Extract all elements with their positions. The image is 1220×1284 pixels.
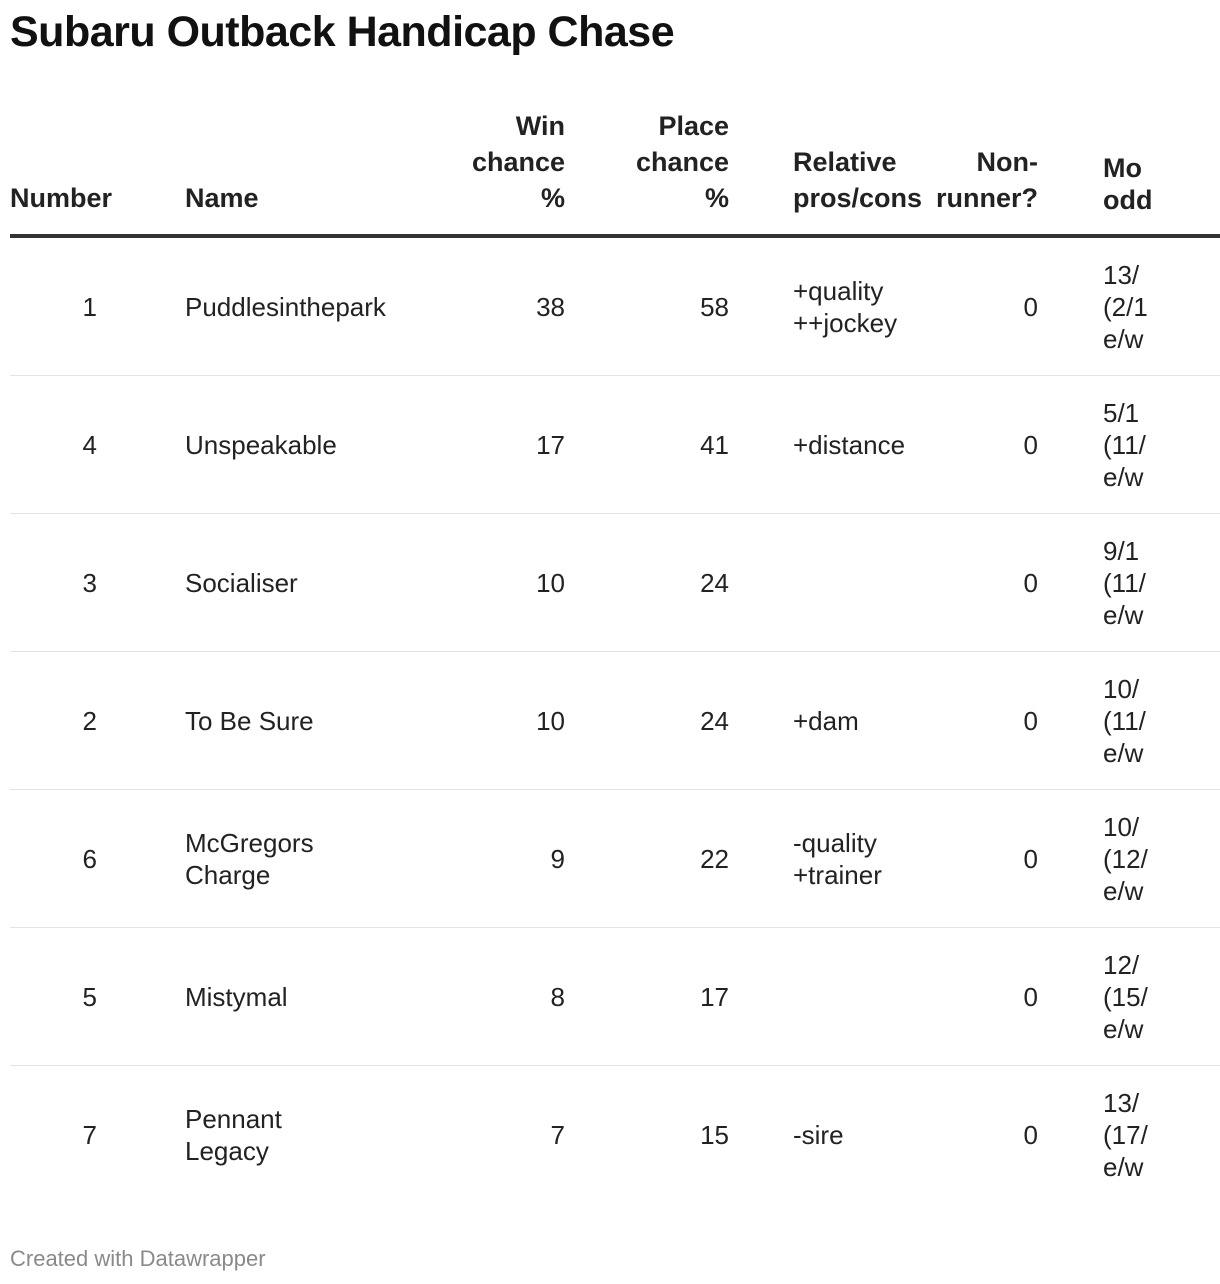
page-title: Subaru Outback Handicap Chase xyxy=(10,8,675,56)
column-header-number[interactable]: Number xyxy=(10,108,140,236)
cell-number: 5 xyxy=(10,928,140,1066)
table-row xyxy=(10,652,1220,790)
cell-number: 4 xyxy=(10,376,140,514)
cell-name: Unspeakable xyxy=(140,376,370,514)
cell-relative-pros-cons: +quality ++jockey xyxy=(729,236,919,376)
table-row xyxy=(10,1066,1220,1204)
cell-odds: 9/1 (11/ e/w xyxy=(1038,514,1220,652)
cell-non-runner: 0 xyxy=(919,790,1038,928)
cell-name: Pennant Legacy xyxy=(185,1103,282,1166)
cell-odds: 12/ (15/ e/w xyxy=(1038,928,1220,1066)
cell-win-chance: 7 xyxy=(550,1119,565,1150)
cell-name: Socialiser xyxy=(140,514,370,652)
cell-non-runner: 0 xyxy=(919,514,1038,652)
table-row xyxy=(10,514,1220,652)
cell-place-chance: 58 xyxy=(565,236,729,376)
cell-odds: 13/ (17/ e/w xyxy=(1103,1087,1148,1182)
cell-number: 3 xyxy=(10,514,140,652)
table-body xyxy=(10,236,1220,1203)
cell-win-chance: 8 xyxy=(370,928,565,1066)
table-row xyxy=(10,928,1220,1066)
cell-win-chance: 10 xyxy=(370,652,565,790)
cell-name: McGregors Charge xyxy=(140,790,370,928)
cell-name: Mistymal xyxy=(140,928,370,1066)
cell-name: To Be Sure xyxy=(140,652,370,790)
cell-number: 6 xyxy=(10,790,140,928)
table-header-row xyxy=(10,108,1220,236)
cell-non-runner: 0 xyxy=(919,652,1038,790)
cell-place-chance: 24 xyxy=(565,514,729,652)
race-table-container xyxy=(10,108,1220,1203)
cell-place-chance: 24 xyxy=(565,652,729,790)
table-row xyxy=(10,790,1220,928)
cell-name: Puddlesinthepark xyxy=(140,236,370,376)
cell-relative-pros-cons xyxy=(729,514,919,652)
cell-place-chance: 22 xyxy=(565,790,729,928)
race-table xyxy=(10,108,1220,1203)
cell-non-runner: 0 xyxy=(919,236,1038,376)
cell-relative-pros-cons: -quality +trainer xyxy=(729,790,919,928)
column-header-relative-pros-cons[interactable]: Relative pros/cons xyxy=(729,108,919,236)
cell-win-chance: 10 xyxy=(370,514,565,652)
cell-place-chance: 17 xyxy=(565,928,729,1066)
cell-odds: 5/1 (11/ e/w xyxy=(1038,376,1220,514)
cell-odds: 10/ (11/ e/w xyxy=(1038,652,1220,790)
cell-non-runner: 0 xyxy=(919,928,1038,1066)
cell-odds: 10/ (12/ e/w xyxy=(1038,790,1220,928)
column-header-place-chance[interactable]: Place chance % xyxy=(565,108,729,236)
column-header-name[interactable]: Name xyxy=(140,108,370,236)
column-header-odds[interactable]: Mo odd xyxy=(1038,108,1220,236)
cell-place-chance: 15 xyxy=(700,1119,729,1150)
cell-non-runner: 0 xyxy=(919,376,1038,514)
column-header-non-runner[interactable]: Non-runner? xyxy=(919,108,1038,236)
cell-relative-pros-cons: +distance xyxy=(729,376,919,514)
cell-place-chance: 41 xyxy=(565,376,729,514)
cell-number: 2 xyxy=(10,652,140,790)
cell-relative-pros-cons: -sire xyxy=(793,1119,844,1150)
table-row xyxy=(10,236,1220,376)
footer-credit[interactable]: Created with Datawrapper xyxy=(10,1246,266,1271)
cell-number: 7 xyxy=(82,1119,97,1150)
cell-relative-pros-cons: +dam xyxy=(729,652,919,790)
cell-relative-pros-cons xyxy=(729,928,919,1066)
cell-win-chance: 9 xyxy=(370,790,565,928)
cell-number: 1 xyxy=(10,236,140,376)
cell-win-chance: 17 xyxy=(370,376,565,514)
table-row xyxy=(10,376,1220,514)
column-header-win-chance[interactable]: Win chance % xyxy=(370,108,565,236)
cell-odds: 13/ (2/1 e/w xyxy=(1038,236,1220,376)
cell-non-runner: 0 xyxy=(1023,1119,1038,1150)
cell-win-chance: 38 xyxy=(370,236,565,376)
